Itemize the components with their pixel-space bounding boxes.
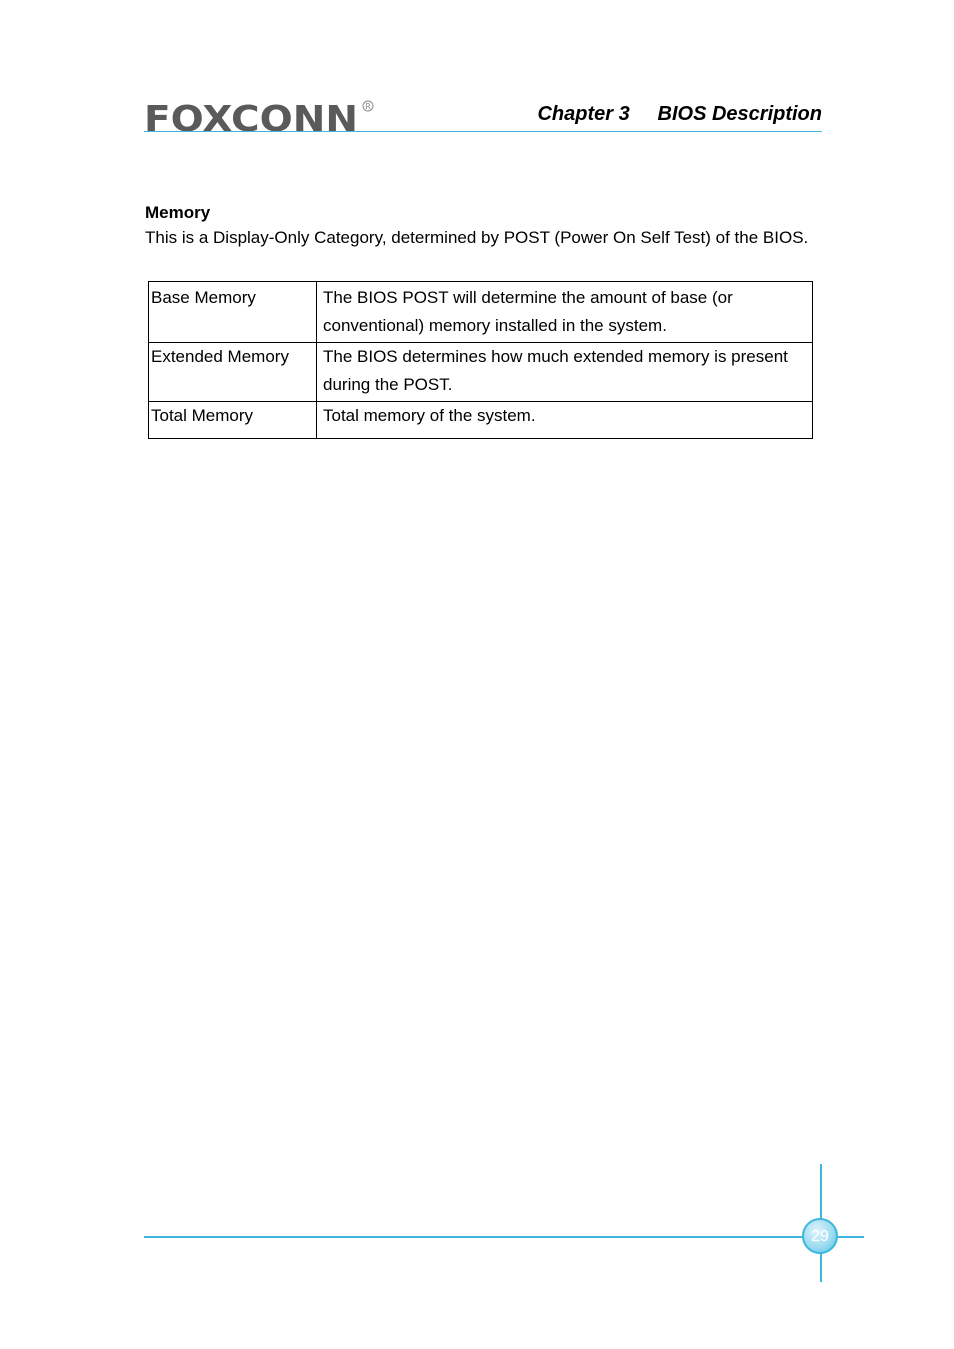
table-cell-item: Total Memory [149,402,317,439]
chapter-title: Chapter 3 BIOS Description [537,103,822,125]
page-number: 29 [811,1228,829,1245]
table-cell-item: Extended Memory [149,343,317,402]
section-description: This is a Display-Only Category, determined by POST (Power On Self Test) of the BIOS. [145,228,809,247]
table-row [149,402,813,439]
memory-section [145,202,825,250]
table-row [149,343,813,402]
page-number-badge [802,1218,838,1254]
table-cell-description: The BIOS POST will determine the amount of base (or conventional) memory installed in the system. [317,282,813,343]
footer-divider [144,1236,864,1238]
page-header [144,98,822,138]
section-title: Memory [145,203,211,222]
table-cell-description: Total memory of the system. [317,402,813,439]
logo-wordmark: FOXCONN [144,100,358,136]
table-cell-item: Base Memory [149,282,317,343]
memory-info-table [148,281,813,439]
registered-mark: R [365,102,371,111]
table-row [149,282,813,343]
header-divider [144,131,822,132]
table-cell-description: The BIOS determines how much extended memory is present during the POST. [317,343,813,402]
